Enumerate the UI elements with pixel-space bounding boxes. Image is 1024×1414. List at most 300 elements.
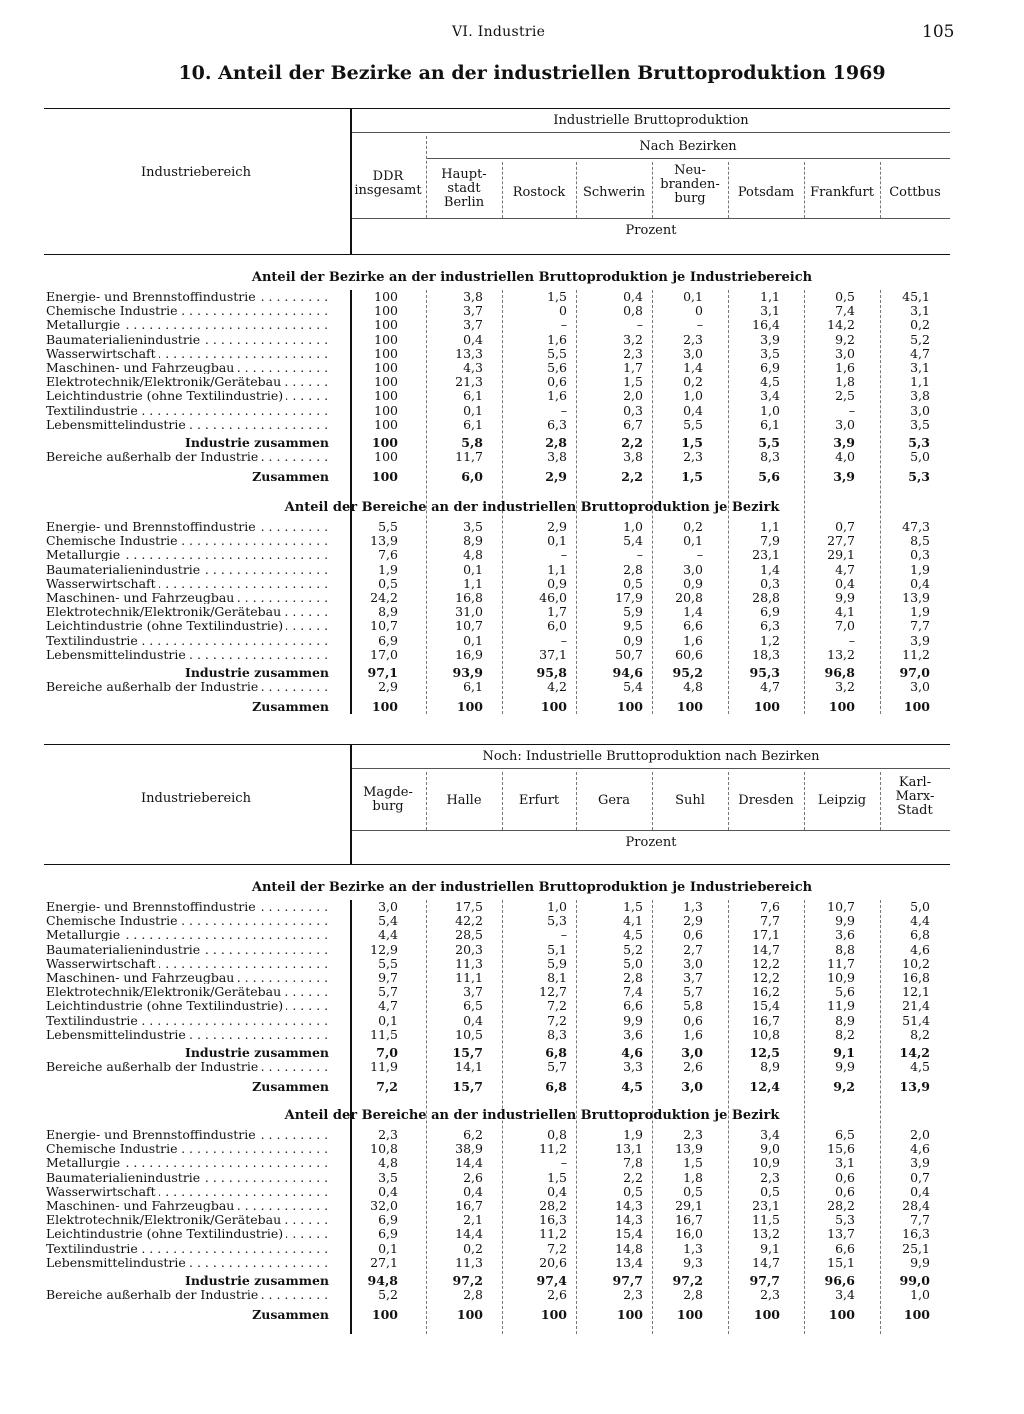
row-label xyxy=(46,1060,331,1073)
table-cell: 3,1 xyxy=(835,1155,855,1171)
table-cell: 16,9 xyxy=(455,646,483,662)
column-divider xyxy=(728,772,729,830)
table-cell: 23,1 xyxy=(752,547,780,563)
table-cell: 16,3 xyxy=(539,1212,567,1228)
table-cell: 0 xyxy=(559,303,567,319)
table-cell: – xyxy=(560,927,567,943)
table-cell: 13,4 xyxy=(615,1254,643,1270)
table-cell: 0,1 xyxy=(463,561,483,577)
table-cell: 1,3 xyxy=(683,899,703,914)
table-cell: 6,1 xyxy=(463,679,483,695)
table-cell: 5,9 xyxy=(623,604,643,620)
row-label xyxy=(46,1080,332,1093)
table-cell: 7,4 xyxy=(623,984,643,1000)
row-label-text: Textilindustrie xyxy=(46,634,141,647)
row-label xyxy=(46,1227,331,1240)
table-cell: 0,4 xyxy=(623,289,643,304)
table-cell: 5,5 xyxy=(378,519,398,534)
header-bottom-rule xyxy=(44,254,950,255)
table-cell: 9,0 xyxy=(760,1141,780,1157)
table-cell: 6,6 xyxy=(835,1240,855,1256)
row-label-text: Zusammen xyxy=(252,700,332,713)
row-label xyxy=(46,1156,331,1169)
table-cell: 3,0 xyxy=(683,561,703,577)
row-label xyxy=(46,971,331,984)
row-label xyxy=(46,1014,331,1027)
table-cell: 1,0 xyxy=(910,1287,930,1303)
row-label-text: Elektrotechnik/Elektronik/Gerätebau xyxy=(46,985,284,998)
table-cell: 16,2 xyxy=(752,984,780,1000)
table-cell: 3,4 xyxy=(760,388,780,404)
table-cell: 6,6 xyxy=(623,998,643,1014)
column-header: Dresden xyxy=(738,793,794,808)
table-cell: 2,6 xyxy=(547,1287,567,1303)
row-label-text: Baumaterialienindustrie xyxy=(46,333,203,346)
unit-label: Prozent xyxy=(625,223,677,238)
row-label-text: Zusammen xyxy=(252,1080,332,1093)
row-label-text: Energie- und Brennstoffindustrie xyxy=(46,1128,259,1141)
table-cell: 9,9 xyxy=(835,913,855,929)
table-cell: 5,0 xyxy=(910,899,930,914)
row-label-text: Maschinen- und Fahrzeugbau xyxy=(46,971,237,984)
table-cell: 4,6 xyxy=(910,941,930,957)
row-label-text: Zusammen xyxy=(252,1308,332,1321)
table-cell: 96,8 xyxy=(824,665,855,680)
table-cell: 96,6 xyxy=(824,1273,855,1288)
table-cell: 15,1 xyxy=(827,1254,855,1270)
table-cell: 4,1 xyxy=(623,913,643,929)
row-label xyxy=(46,680,331,693)
table-cell: 8,8 xyxy=(835,941,855,957)
table-cell: 4,8 xyxy=(683,679,703,695)
table-cell: 1,8 xyxy=(683,1169,703,1185)
table-cell: 6,9 xyxy=(378,1212,398,1228)
table-cell: 100 xyxy=(676,1307,703,1323)
table-cell: 97,2 xyxy=(452,1273,483,1288)
table-cell: 25,1 xyxy=(902,1240,930,1256)
table-cell: 0,5 xyxy=(835,289,855,304)
table-cell: 24,2 xyxy=(370,590,398,605)
row-label xyxy=(46,957,331,970)
table-cell: 12,9 xyxy=(370,941,398,957)
row-label xyxy=(46,591,331,604)
row-label-text: Wasserwirtschaft xyxy=(46,577,159,590)
table-cell: 5,7 xyxy=(547,1059,567,1075)
table-cell: 100 xyxy=(374,345,398,361)
table-cell: 3,9 xyxy=(910,1155,930,1171)
table-cell: 47,3 xyxy=(902,519,930,534)
table-cell: 28,4 xyxy=(902,1198,930,1213)
table-cell: 6,9 xyxy=(760,604,780,620)
section-title: Anteil der Bereiche an der industriellen Bruttoproduktion je Bezirk xyxy=(284,500,780,515)
table-cell: 9,1 xyxy=(833,1045,855,1060)
table-cell: 100 xyxy=(371,435,398,450)
table-cell: 6,7 xyxy=(623,416,643,432)
table-cell: 7,6 xyxy=(378,547,398,563)
table-cell: 8,2 xyxy=(910,1026,930,1042)
table-cell: 0,9 xyxy=(623,632,643,648)
column-header: Erfurt xyxy=(518,793,560,808)
table-cell: 100 xyxy=(374,317,398,333)
table-cell: 13,2 xyxy=(827,646,855,662)
table-cell: 3,0 xyxy=(378,899,398,914)
row-label-text: Metallurgie xyxy=(46,1156,123,1169)
row-label xyxy=(46,347,331,360)
table-cell: 4,6 xyxy=(910,1141,930,1157)
table-cell: 97,2 xyxy=(672,1273,703,1288)
table-cell: 5,0 xyxy=(623,955,643,971)
table-cell: 7,4 xyxy=(835,303,855,319)
table-cell: 100 xyxy=(371,699,398,715)
table-cell: 18,3 xyxy=(752,646,780,662)
table-cell: 17,0 xyxy=(370,646,398,662)
table-cell: 6,9 xyxy=(378,1226,398,1242)
row-label xyxy=(46,1199,331,1212)
row-label-text: Chemische Industrie xyxy=(46,304,181,317)
table-cell: 2,6 xyxy=(463,1169,483,1185)
row-label xyxy=(46,290,331,303)
table-cell: 2,5 xyxy=(835,388,855,404)
table-cell: 0,5 xyxy=(623,1183,643,1199)
table-cell: 100 xyxy=(374,402,398,418)
table-cell: 5,3 xyxy=(547,913,567,929)
table-cell: 2,3 xyxy=(378,1127,398,1142)
table-cell: 0,4 xyxy=(547,1183,567,1199)
column-divider xyxy=(502,772,503,830)
table-cell: 6,8 xyxy=(545,1045,567,1060)
table-cell: 1,9 xyxy=(910,561,930,577)
row-label-text: Textilindustrie xyxy=(46,404,141,417)
table-cell: 3,2 xyxy=(623,331,643,347)
table-cell: 2,8 xyxy=(545,435,567,450)
row-label-text: Energie- und Brennstoffindustrie xyxy=(46,520,259,533)
table-cell: 2,9 xyxy=(683,913,703,929)
row-label-text: Elektrotechnik/Elektronik/Gerätebau xyxy=(46,1213,284,1226)
table-cell: 0,6 xyxy=(547,374,567,390)
table-cell: 0,2 xyxy=(910,317,930,333)
row-label xyxy=(46,985,331,998)
table-cell: 1,1 xyxy=(760,519,780,534)
table-cell: 0,9 xyxy=(683,575,703,591)
table-cell: 0,8 xyxy=(623,303,643,319)
table-cell: 5,4 xyxy=(378,913,398,929)
table-cell: 3,9 xyxy=(833,469,855,485)
table-cell: 51,4 xyxy=(902,1012,930,1028)
row-label xyxy=(46,666,332,679)
table-cell: 2,8 xyxy=(683,1287,703,1303)
table-cell: 2,2 xyxy=(621,435,643,450)
table-cell: 2,3 xyxy=(683,331,703,347)
row-label xyxy=(46,999,331,1012)
group-header-rule xyxy=(352,768,950,769)
table-cell: 29,1 xyxy=(675,1198,703,1213)
table-cell: 9,5 xyxy=(623,618,643,634)
table-cell: 3,1 xyxy=(760,303,780,319)
table-cell: 1,5 xyxy=(623,374,643,390)
table-cell: 3,3 xyxy=(623,1059,643,1075)
column-header: Schwerin xyxy=(582,185,646,200)
column-header: Karl- Marx- Stadt xyxy=(895,775,935,818)
table-cell: 0,1 xyxy=(463,632,483,648)
table-cell: 21,4 xyxy=(902,998,930,1014)
unit-label: Prozent xyxy=(625,835,677,850)
table-cell: 0,5 xyxy=(760,1183,780,1199)
row-label xyxy=(46,1128,331,1141)
table-cell: 0,5 xyxy=(623,575,643,591)
table-cell: 5,5 xyxy=(378,955,398,971)
table-cell: 5,8 xyxy=(461,435,483,450)
table-cell: 4,5 xyxy=(623,927,643,943)
row-label-text: Wasserwirtschaft xyxy=(46,957,159,970)
table-cell: 5,4 xyxy=(623,533,643,549)
table-cell: 4,5 xyxy=(621,1079,643,1095)
table-cell: 0,4 xyxy=(378,1183,398,1199)
column-divider xyxy=(804,772,805,830)
row-label xyxy=(46,548,331,561)
table-cell: 4,8 xyxy=(463,547,483,563)
table-cell: 13,1 xyxy=(615,1141,643,1157)
unit-rule xyxy=(352,830,950,831)
table-cell: 93,9 xyxy=(452,665,483,680)
table-cell: 3,5 xyxy=(378,1169,398,1185)
table-cell: 10,9 xyxy=(827,970,855,985)
table-cell: 13,3 xyxy=(455,345,483,361)
table-cell: 2,1 xyxy=(463,1212,483,1228)
table-cell: 3,8 xyxy=(910,388,930,404)
table-cell: 0,2 xyxy=(683,374,703,390)
table-cell: 15,4 xyxy=(615,1226,643,1242)
table-cell: 0,4 xyxy=(910,575,930,591)
section-name: VI. Industrie xyxy=(452,24,546,40)
row-label xyxy=(46,634,331,647)
table-cell: 2,9 xyxy=(378,679,398,695)
table-cell: 0,4 xyxy=(683,402,703,418)
table-cell: 0,4 xyxy=(463,331,483,347)
table-cell: 7,7 xyxy=(910,618,930,634)
table-cell: 0,6 xyxy=(683,1012,703,1028)
row-label-text: Baumaterialienindustrie xyxy=(46,1171,203,1184)
row-label-text: Textilindustrie xyxy=(46,1242,141,1255)
row-label-text: Industrie zusammen xyxy=(185,1046,332,1059)
table-cell: 100 xyxy=(374,360,398,375)
column-divider xyxy=(502,162,503,218)
table-cell: 2,3 xyxy=(760,1169,780,1185)
table-cell: 14,2 xyxy=(827,317,855,333)
table-cell: 6,1 xyxy=(463,416,483,432)
table-cell: 1,5 xyxy=(683,1155,703,1171)
section-title: Anteil der Bezirke an der industriellen Bruttoproduktion je Industriebereich xyxy=(251,880,813,895)
table-cell: 100 xyxy=(753,1307,780,1323)
table-cell: 6,9 xyxy=(760,360,780,375)
table-cell: 94,6 xyxy=(612,665,643,680)
table-cell: 97,1 xyxy=(367,665,398,680)
table-cell: 0,2 xyxy=(463,1240,483,1256)
table-cell: 0,3 xyxy=(623,402,643,418)
table-cell: 0,6 xyxy=(683,927,703,943)
table-cell: 16,7 xyxy=(752,1012,780,1028)
table-cell: 29,1 xyxy=(827,547,855,563)
table-cell: 100 xyxy=(374,331,398,347)
table-cell: 6,2 xyxy=(463,1127,483,1142)
column-header: Gera xyxy=(597,793,631,808)
table-cell: 6,5 xyxy=(463,998,483,1014)
table-cell: 5,7 xyxy=(683,984,703,1000)
table-cell: 97,7 xyxy=(612,1273,643,1288)
table-cell: 9,1 xyxy=(760,1240,780,1256)
table-cell: 3,8 xyxy=(463,289,483,304)
table-cell: 7,2 xyxy=(547,1240,567,1256)
table-cell: 1,3 xyxy=(683,1240,703,1256)
table-cell: 2,9 xyxy=(545,469,567,485)
table-cell: 3,9 xyxy=(910,632,930,648)
table-cell: 3,7 xyxy=(463,303,483,319)
table-cell: 2,2 xyxy=(623,1169,643,1185)
row-label xyxy=(46,304,331,317)
table-cell: 4,7 xyxy=(378,998,398,1014)
table-cell: 95,8 xyxy=(536,665,567,680)
table-cell: 1,2 xyxy=(760,632,780,648)
table-cell: 1,0 xyxy=(683,388,703,404)
table-cell: 45,1 xyxy=(902,289,930,304)
table-cell: 12,2 xyxy=(752,955,780,971)
table-cell: 0,4 xyxy=(463,1012,483,1028)
row-label xyxy=(46,1308,332,1321)
table-cell: 9,9 xyxy=(835,590,855,605)
table-cell: 1,5 xyxy=(681,435,703,450)
table-cell: 2,3 xyxy=(683,1127,703,1142)
table-cell: 7,2 xyxy=(547,998,567,1014)
section-title: Anteil der Bereiche an der industriellen Bruttoproduktion je Bezirk xyxy=(284,1108,780,1123)
table-cell: 2,3 xyxy=(623,1287,643,1303)
row-label-text: Elektrotechnik/Elektronik/Gerätebau xyxy=(46,605,284,618)
row-label xyxy=(46,318,331,331)
table-cell: 100 xyxy=(456,699,483,715)
stub-header: Industriebereich xyxy=(141,165,251,180)
table-cell: 9,9 xyxy=(835,1059,855,1075)
row-label xyxy=(46,1171,331,1184)
table-cell: 20,8 xyxy=(675,590,703,605)
table-cell: 5,4 xyxy=(623,679,643,695)
column-divider xyxy=(880,162,881,218)
row-label-text: Metallurgie xyxy=(46,548,123,561)
column-divider xyxy=(426,772,427,830)
table-cell: 11,3 xyxy=(455,955,483,971)
table-cell: 1,9 xyxy=(623,1127,643,1142)
table-cell: 3,7 xyxy=(463,984,483,1000)
column-header: DDR insgesamt xyxy=(354,169,422,198)
table-cell: 100 xyxy=(616,699,643,715)
table-cell: 4,7 xyxy=(760,679,780,695)
row-label-text: Metallurgie xyxy=(46,928,123,941)
table-cell: 1,0 xyxy=(760,402,780,418)
table-cell: – xyxy=(560,1155,567,1171)
table-cell: 100 xyxy=(540,1307,567,1323)
stub-header: Industriebereich xyxy=(141,791,251,806)
table-cell: – xyxy=(848,632,855,648)
row-label-text: Lebensmittelindustrie xyxy=(46,1028,189,1041)
row-label-text: Industrie zusammen xyxy=(185,1274,332,1287)
table-cell: 0,2 xyxy=(683,519,703,534)
row-label-text: Lebensmittelindustrie xyxy=(46,418,189,431)
table-cell: 7,2 xyxy=(376,1079,398,1095)
table-cell: 2,0 xyxy=(623,388,643,404)
table-cell: 8,9 xyxy=(378,604,398,620)
table-cell: 5,8 xyxy=(683,998,703,1014)
table-cell: 0,7 xyxy=(835,519,855,534)
table-cell: 8,3 xyxy=(760,449,780,465)
table-cell: 16,8 xyxy=(455,590,483,605)
column-divider xyxy=(426,136,427,218)
table-cell: 5,0 xyxy=(910,449,930,465)
table-cell: 0,9 xyxy=(547,575,567,591)
table-cell: 1,6 xyxy=(835,360,855,375)
column-group-header: Noch: Industrielle Bruttoproduktion nach Bezirken xyxy=(482,749,820,764)
table-cell: 5,2 xyxy=(910,331,930,347)
column-header: Potsdam xyxy=(737,185,795,200)
row-label-text: Energie- und Brennstoffindustrie xyxy=(46,290,259,303)
header-top-rule xyxy=(44,108,950,109)
row-label xyxy=(46,577,331,590)
table-title: 10. Anteil der Bezirke an der industriellen Bruttoproduktion 1969 xyxy=(178,62,886,84)
table-cell: 1,8 xyxy=(835,374,855,390)
table-cell: 99,0 xyxy=(899,1273,930,1288)
table-cell: 15,7 xyxy=(452,1045,483,1060)
table-cell: 27,7 xyxy=(827,533,855,549)
column-header: Rostock xyxy=(512,185,566,200)
table-cell: 1,1 xyxy=(760,289,780,304)
table-cell: 7,8 xyxy=(623,1155,643,1171)
table-cell: 13,7 xyxy=(827,1226,855,1242)
table-cell: 0,7 xyxy=(910,1169,930,1185)
table-cell: 28,8 xyxy=(752,590,780,605)
column-group-header: Industrielle Bruttoproduktion xyxy=(553,113,749,128)
table-cell: 97,4 xyxy=(536,1273,567,1288)
row-label-text: Wasserwirtschaft xyxy=(46,347,159,360)
table-cell: 13,9 xyxy=(370,533,398,549)
row-label xyxy=(46,605,331,618)
table-cell: 2,0 xyxy=(910,1127,930,1142)
table-cell: 15,4 xyxy=(752,998,780,1014)
table-cell: 7,2 xyxy=(547,1012,567,1028)
column-divider xyxy=(728,162,729,218)
table-cell: 5,2 xyxy=(623,941,643,957)
table-cell: 14,7 xyxy=(752,1254,780,1270)
table-cell: 1,1 xyxy=(547,561,567,577)
table-cell: 3,0 xyxy=(835,416,855,432)
table-cell: 3,5 xyxy=(910,416,930,432)
table-cell: – xyxy=(560,632,567,648)
table-cell: 17,5 xyxy=(455,899,483,914)
table-cell: 1,4 xyxy=(760,561,780,577)
table-cell: 31,0 xyxy=(455,604,483,620)
table-cell: 16,7 xyxy=(455,1198,483,1213)
row-label xyxy=(46,333,331,346)
table-cell: – xyxy=(560,547,567,563)
table-cell: 100 xyxy=(374,303,398,319)
table-cell: 7,0 xyxy=(835,618,855,634)
table-cell: 11,5 xyxy=(752,1212,780,1228)
table-cell: 2,3 xyxy=(683,449,703,465)
table-cell: – xyxy=(560,402,567,418)
table-cell: 32,0 xyxy=(370,1198,398,1213)
table-cell: 15,6 xyxy=(827,1141,855,1157)
table-cell: 97,0 xyxy=(899,665,930,680)
table-cell: 0,3 xyxy=(910,547,930,563)
table-cell: 7,6 xyxy=(760,899,780,914)
row-label xyxy=(46,389,331,402)
table-cell: 6,1 xyxy=(760,416,780,432)
table-cell: 11,5 xyxy=(370,1026,398,1042)
